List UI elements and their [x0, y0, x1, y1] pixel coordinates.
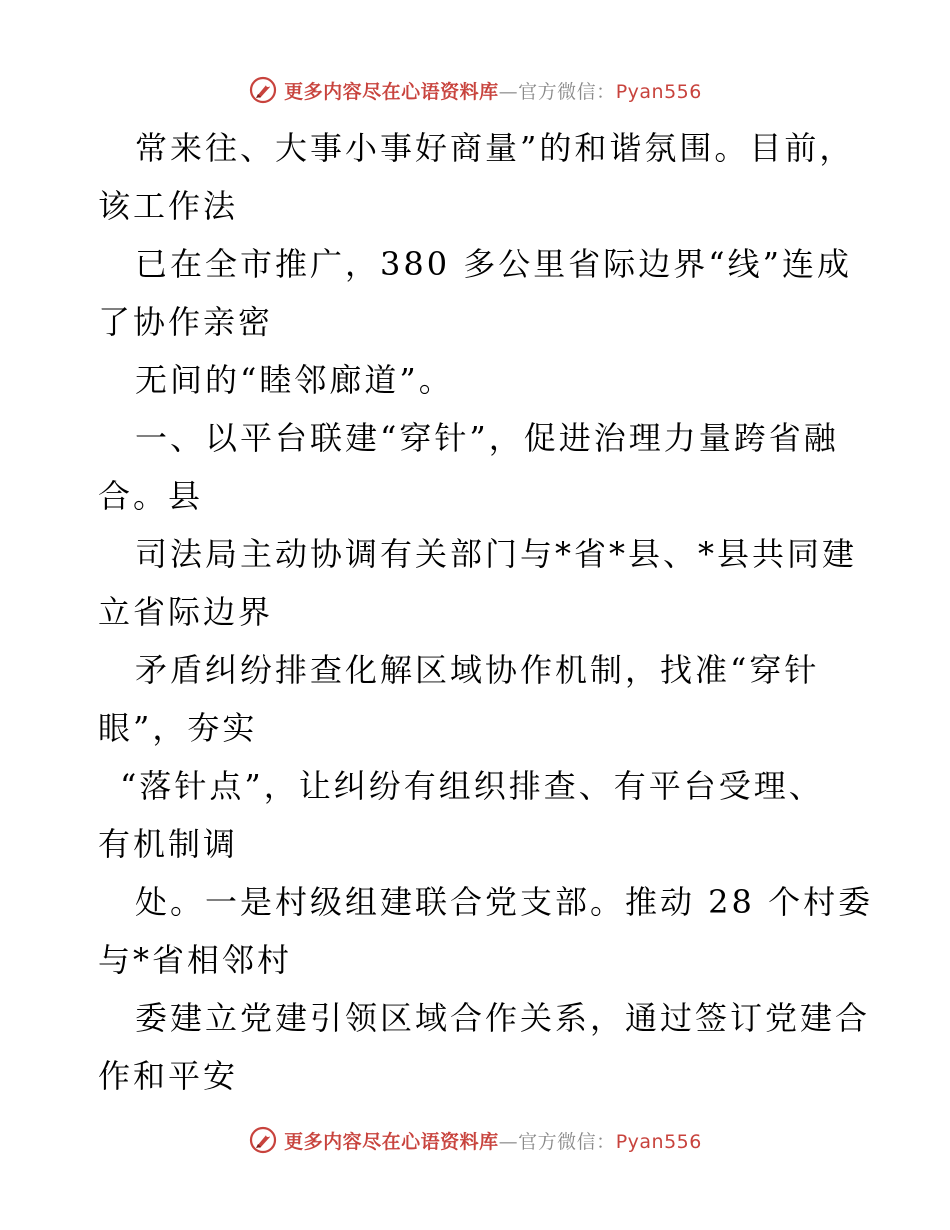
banner-wechat-id: Pyan556 [615, 1130, 702, 1153]
paragraph-line: 常来往、大事小事好商量”的和谐氛围。目前， [135, 129, 855, 167]
footer-banner-text [284, 1127, 702, 1154]
banner-separator: — [498, 1130, 519, 1153]
paragraph-line: 立省际边界 [98, 593, 274, 631]
paragraph-line: 了协作亲密 [98, 303, 274, 341]
banner-wechat-id: Pyan556 [615, 80, 702, 103]
paragraph-line: 矛盾纠纷排查化解区域协作机制，找准“穿针 [135, 651, 820, 689]
paragraph-line: 合。县 [98, 477, 204, 515]
paragraph-line: 委建立党建引领区域合作关系，通过签订党建合 [135, 999, 871, 1037]
paragraph-line: 已在全市推广，380 多公里省际边界“线”连成 [135, 245, 852, 283]
pen-nib-logo-icon [248, 1125, 278, 1155]
paragraph-line: 处。一是村级组建联合党支部。推动 28 个村委 [135, 883, 874, 921]
banner-wechat-label: 官方微信： [518, 80, 616, 103]
paragraph-line: “落针点”，让纠纷有组织排查、有平台受理、 [120, 767, 824, 805]
paragraph-line: 无间的“睦邻廊道”。 [135, 361, 454, 399]
footer-banner [0, 1120, 950, 1160]
paragraph-line: 该工作法 [98, 187, 239, 225]
banner-title: 更多内容尽在心语资料库 [284, 80, 499, 103]
paragraph-line: 司法局主动协调有关部门与*省*县、*县共同建 [135, 535, 858, 573]
paragraph-line: 作和平安 [98, 1057, 239, 1095]
banner-title: 更多内容尽在心语资料库 [284, 1130, 499, 1153]
section-heading-line: 一、以平台联建“穿针”，促进治理力量跨省融 [135, 419, 839, 457]
banner-wechat-label: 官方微信： [518, 1130, 616, 1153]
banner-separator: — [498, 80, 519, 103]
paragraph-line: 眼”，夯实 [98, 709, 258, 747]
paragraph-line: 与*省相邻村 [98, 941, 293, 979]
paragraph-line: 有机制调 [98, 825, 239, 863]
